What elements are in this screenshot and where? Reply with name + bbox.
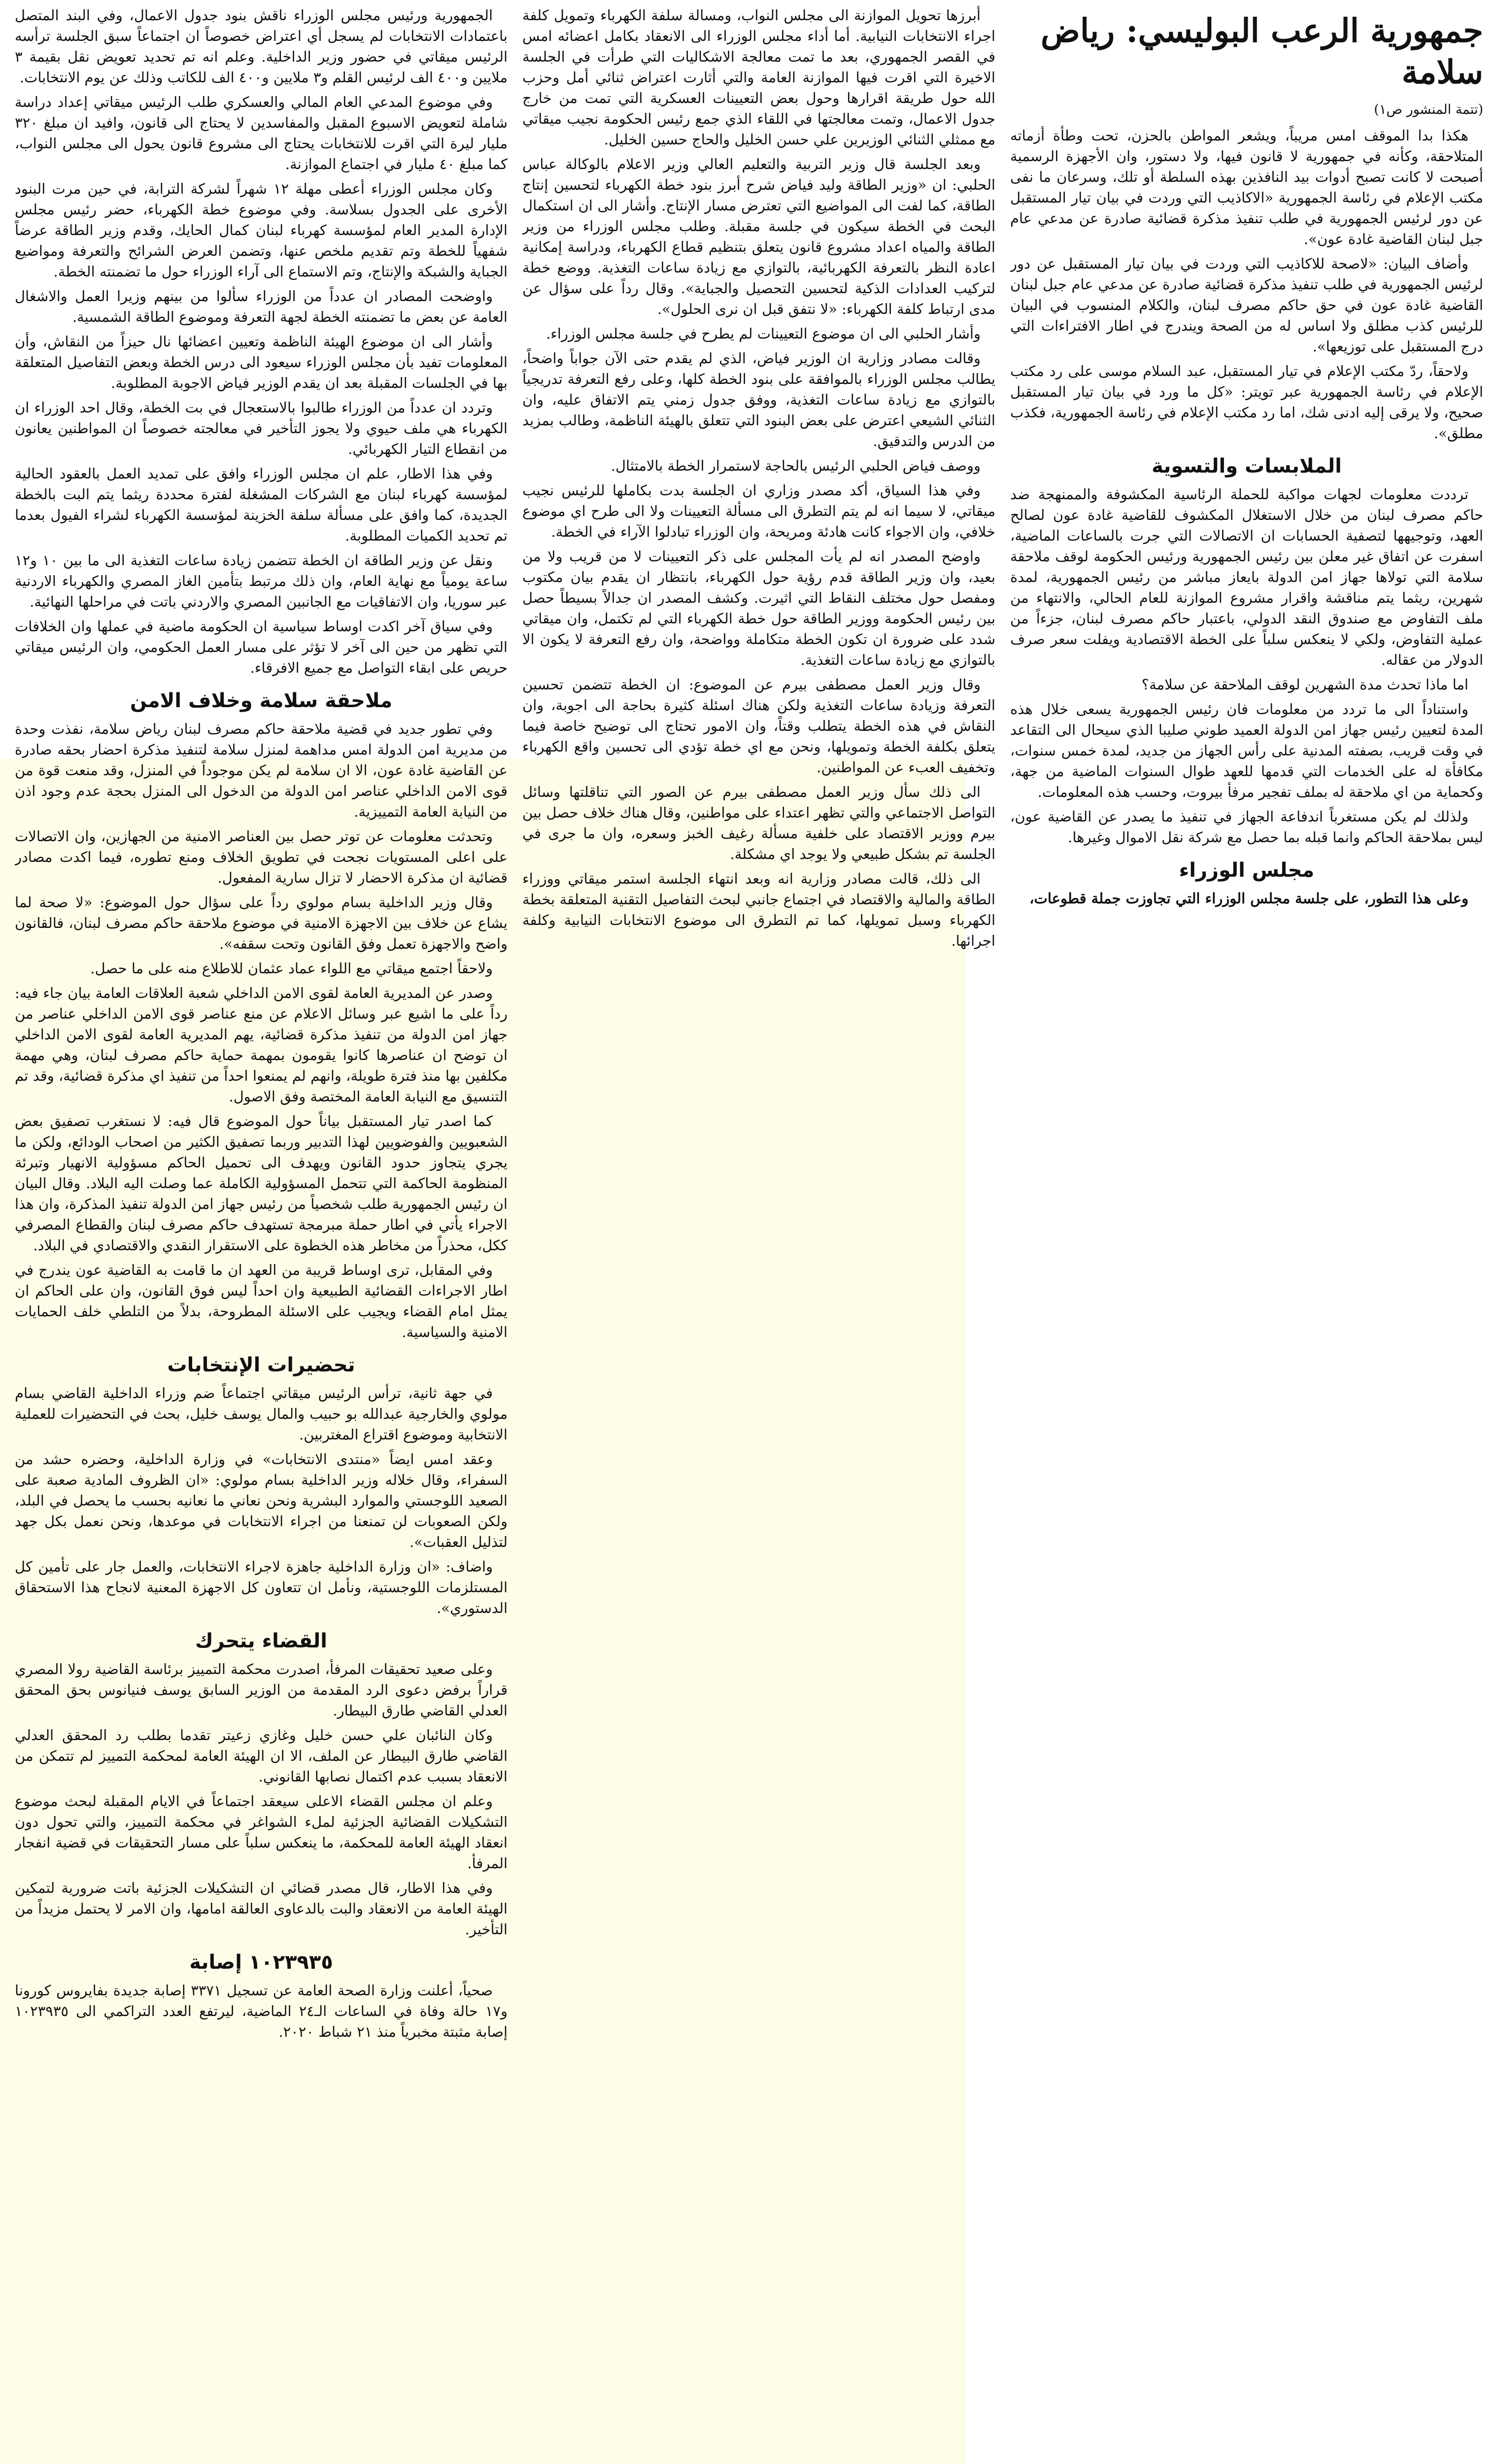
paragraph: وتردد ان عدداً من الوزراء طالبوا بالاستعجال في بت الخطة، وقال احد الوزراء ان الكهرباء هي ملف حيوي ولا يجوز التأخير في معالجته خصوصاً ان المواطنين يعانون من انقطاع التيار الكهربائي. — [15, 399, 508, 457]
paragraph: الى ذلك، قالت مصادر وزارية انه وبعد انتهاء الجلسة استمر ميقاتي ووزراء الطاقة والمالية والاقتصاد في اجتماع جانبي لبحث التفاصيل التقنية المتعلقة بخطة الكهرباء وسبل تمويلها، كما تم التطرق الى موضوع الانتخابات النيابية وكلفة اجرائها. — [522, 870, 995, 949]
paragraph: الجمهورية ورئيس مجلس الوزراء ناقش بنود جدول الاعمال، وفي البند المتصل باعتمادات الانتخابات لم يسجل أي اعتراض خصوصاً ان اجتماعاً سبق الجلسة ترأسه الرئيس ميقاتي في حضور وزير الداخلية. وعلم انه تم تحديد تعويض نقل بقيمة ٣ ملايين و٤٠٠ الف لرئيس القلم و٣ ملايين و٤٠٠ الف للكاتب وذلك عن يوم الانتخابات. — [15, 7, 508, 86]
paragraph: وبعد الجلسة قال وزير التربية والتعليم العالي وزير الاعلام بالوكالة عباس الحلبي: ان «وزير الطاقة وليد فياض شرح أبرز بنود خطة الكهرباء لتحسين إنتاج الطاقة، كما لفت الى المواضيع التي تعترض مسار الإنتاج. وأشار الى ان استكمال البحث في الخطة سيكون في جلسة مقبلة. وطلب مجلس الوزراء من وزير الطاقة والمياه اعداد مشروع قانون يتعلق بتنظيم قطاع الكهرباء، ودراسة إمكانية اعادة النظر بالتعرفة الكهربائية، بالتوازي مع زيادة ساعات التغذية. ووضع خطة لتركيب العدادات الذكية لتحسين التحصيل والجباية». وقال رداً على سؤال عن مدى ارتباط كلفة الكهرباء: «لا نتفق قبل ان نرى الحلول». — [522, 156, 995, 317]
section-heading-tahdirat: تحضيرات الإنتخابات — [167, 1354, 355, 1376]
paragraph: ولذلك لم يكن مستغرباً اندفاعة الجهاز في تنفيذ ما يصدر عن القاضية عون، ليس بملاحقة الحاكم وانما قبله بما حصل مع شركة نقل الاموال وغيرها. — [1010, 808, 1483, 846]
paragraph: وعلم ان مجلس القضاء الاعلى سيعقد اجتماعاً في الايام المقبلة لبحث موضوع التشكيلات القضائية الجزئية لملء الشواغر في محكمة التمييز، والتي تحول دون انعقاد الهيئة العامة للمحكمة، ما ينعكس سلباً على مسار التحقيقات في قضية انفجار المرفأ. — [15, 1793, 508, 1872]
paragraph: وفي هذا السياق، أكد مصدر وزاري ان الجلسة بدت بكاملها للرئيس نجيب ميقاتي، لا سيما انه لم يتم التطرق الى مسألة التعيينات ولا الى طرح اي موضوع خلافي، وان الاجواء كانت هادئة ومريحة، وان الوزراء تبادلوا الآراء في الخطة. — [522, 482, 995, 540]
paragraph: وفي تطور جديد في قضية ملاحقة حاكم مصرف لبنان رياض سلامة، نفذت وحدة من مديرية امن الدولة امس مداهمة لمنزل سلامة لتنفيذ مذكرة احضار بحقه صادرة عن القاضية غادة عون، الا ان سلامة لم يكن موجوداً في المنزل، وقد منعت قوة من قوى الامن الداخلي عناصر امن الدولة من الدخول الى المنزل بحجة عدم وجود اذن من النيابة العامة التمييزية. — [15, 720, 508, 820]
paragraph: وأضاف البيان: «لاصحة للاكاذيب التي وردت في بيان تيار المستقبل عن دور لرئيس الجمهورية في طلب تنفيذ مذكرة قضائية صادرة عن مدعي عام جبل لبنان القاضية غادة عون في حق حاكم مصرف لبنان، والكلام المنسوب في البيان للرئيس كذب مطلق ولا اساس له من الصحة ويندرج في اطار الافتراءات التي درج المستقبل على توزيعها». — [1010, 255, 1483, 355]
section-heading-qada: القضاء يتحرك — [195, 1630, 328, 1652]
paragraph: وفي هذا الاطار، علم ان مجلس الوزراء وافق على تمديد العمل بالعقود الحالية لمؤسسة كهرباء لبنان مع الشركات المشغلة لفترة محددة ريثما يتم البت بالخطة الجديدة، كما وافق على مسألة سلفة الخزينة لمؤسسة الكهرباء لشراء الفيول بعدما تم تحديد الكميات المطلوبة. — [15, 465, 508, 544]
paragraph: وصدر عن المديرية العامة لقوى الامن الداخلي شعبة العلاقات العامة بيان جاء فيه: رداً على ما اشيع عبر وسائل الاعلام عن منع عناصر قوى الامن الداخلي عناصر من جهاز امن الدولة من تنفيذ مذكرة قضائية، يهم المديرية العامة لقوى الامن الداخلي ان توضح ان عناصرها كانوا يقومون بمهمة حماية حاكم مصرف لبنان، وهي مهمة مكلفين بها منذ فترة طويلة، وانهم لم يمنعوا احداً من تنفيذ اي مذكرة قضائية، وقد تم التنسيق مع النيابة العامة المختصة وفق الاصول. — [15, 985, 508, 1105]
paragraph: كما اصدر تيار المستقبل بياناً حول الموضوع قال فيه: لا نستغرب تصفيق بعض الشعبويين والفوضويين لهذا التدبير وربما تصفيق الكثير من اصحاب الودائع، ولكن ما يجري يتجاوز حدود القانون ويهدف الى تحميل الحاكم مسؤولية الانهيار وتبرئة المنظومة الحاكمة التي تتحمل المسؤولية الكاملة عما وصلت اليه البلاد. وقال البيان ان رئيس الجمهورية طلب شخصياً من رئيس جهاز امن الدولة تنفيذ المذكرة، وان هذا الاجراء يأتي في اطار حملة مبرمجة تستهدف حاكم مصرف لبنان والقطاع المصرفي ككل، محذراً من مخاطر هذه الخطوة على الاستقرار النقدي والاقتصادي في البلاد. — [15, 1113, 508, 1254]
paragraph: هكذا بدا الموقف امس مريباً، ويشعر المواطن بالحزن، تحت وطأة أزماته المتلاحقة، وكأنه في جمهورية لا قانون فيها، ولا دستور، وان الأجهزة الرسمية أصبحت لا كانت تصبح أدوات بيد النافذين بهذه السلطة أو تلك، وسرعان ما نفى مكتب الإعلام في رئاسة الجمهورية «الاكاذيب التي وردت في بيان تيار المستقبل عن دور لرئيس الجمهورية في طلب تنفيذ مذكرة قضائية صادرة عن مدعي عام جبل لبنان القاضية غادة عون». — [1010, 127, 1483, 247]
article-column-1 — [1010, 5, 1483, 2464]
paragraph: في جهة ثانية، ترأس الرئيس ميقاتي اجتماعاً ضم وزراء الداخلية القاضي بسام مولوي والخارجية عبدالله بو حبيب والمال يوسف خليل، بحث في التحضيرات للعملية الانتخابية وموضوع اقتراع المغتربين. — [15, 1385, 508, 1443]
article-column-3 — [15, 5, 508, 2464]
paragraph: واضاف: «ان وزارة الداخلية جاهزة لاجراء الانتخابات، والعمل جار على تأمين كل المستلزمات اللوجستية، ونأمل ان تتعاون كل الاجهزة المعنية لانجاح هذا الاستحقاق الدستوري». — [15, 1558, 508, 1616]
paragraph: وعلى هذا التطور، على جلسة مجلس الوزراء التي تجاوزت جملة قطوعات، — [1029, 890, 1468, 907]
paragraph: وقالت مصادر وزارية ان الوزير فياض، الذي لم يقدم حتى الآن جواباً واضحاً، يطالب مجلس الوزراء بالموافقة على بنود الخطة كلها، وعلى رفع التعرفة تدريجياً بالتوازي مع زيادة ساعات التغذية، ووفق جدول زمني يتم الاتفاق عليه، وان الثنائي الشيعي اعترض على بعض البنود التي تتعلق بالهيئة الناظمة، وطالب بمزيد من الدرس والتدقيق. — [522, 350, 995, 449]
paragraph: وعقد امس ايضاً «منتدى الانتخابات» في وزارة الداخلية، وحضره حشد من السفراء، وقال خلاله وزير الداخلية بسام مولوي: «ان الظروف المادية صعبة على الصعيد اللوجستي والموارد البشرية ونحن نعاني ما نعانيه بحسب ما يحصل في البلد، ولكن الصعوبات لن تمنعنا من اجراء الانتخابات في موعدها، ونحن نعمل بكل جهد لتذليل العقبات». — [15, 1451, 508, 1550]
article-title: جمهورية الرعب البوليسي: رياض سلامة — [1041, 11, 1483, 91]
paragraph: ولاحقاً اجتمع ميقاتي مع اللواء عماد عثمان للاطلاع منه على ما حصل. — [90, 960, 493, 977]
col1-body-2 — [1010, 484, 1483, 848]
paragraph: وأشار الى ان موضوع الهيئة الناظمة وتعيين اعضائها نال حيزاً من النقاش، وأن المعلومات تفيد بأن مجلس الوزراء سيعود الى درس الخطة وبعض التفاصيل المتعلقة بها في الجلسات المقبلة بعد ان يقدم الوزير فياض الاجوبة المطلوبة. — [15, 333, 508, 391]
paragraph: اما ماذا تحدث مدة الشهرين لوقف الملاحقة عن سلامة؟ — [1141, 676, 1468, 693]
paragraph: وقال وزير الداخلية بسام مولوي رداً على سؤال حول الموضوع: «لا صحة لما يشاع عن خلاف بين الاجهزة الامنية في موضوع ملاحقة حاكم مصرف لبنان، فالقانون واضح والاجهزة تعمل وفق القانون وتحت سقفه». — [15, 894, 508, 952]
paragraph: واوضحت المصادر ان عدداً من الوزراء سألوا من بينهم وزيرا العمل والاشغال العامة عن بعض ما تضمنته الخطة لجهة التعرفة وموضوع الطاقة الشمسية. — [15, 288, 508, 325]
article-subtitle: (تتمة المنشور ص١) — [1374, 102, 1483, 117]
paragraph: وتحدثت معلومات عن توتر حصل بين العناصر الامنية من الجهازين، وان الاتصالات على اعلى المستويات نجحت في تطويق الخلاف ومنع تطوره، فيما اكدت مصادر قضائية ان مذكرة الاحضار لا تزال سارية المفعول. — [15, 828, 508, 886]
paragraph: الى ذلك سأل وزير العمل مصطفى بيرم عن الصور التي تناقلتها وسائل التواصل الاجتماعي والتي تظهر اعتداء على مواطنين، وقال هناك خلاف حصل بين بيرم ووزير الاقتصاد على خلفية مسألة رغيف الخبز وسعره، وان ما جرى في الجلسة تم بشكل طبيعي ولا يوجد اي مشكلة. — [522, 784, 995, 862]
section-heading-isaba: ١٠٢٣٩٣٥ إصابة — [189, 1951, 333, 1974]
paragraph: وأشار الحلبي الى ان موضوع التعيينات لم يطرح في جلسة مجلس الوزراء. — [546, 325, 981, 342]
paragraph: واستناداً الى ما تردد من معلومات فان رئيس الجمهورية يسعى خلال هذه المدة لتعيين رئيس جهاز امن الدولة العميد طوني صليبا الذي سيحال الى التقاعد في وقت قريب، بصفته المدنية على رأس الجهاز من جديد، لمدة خمس سنوات، مكافأة له على الخدمات التي قدمها للعهد طوال السنوات الماضية من جهة، وكحماية من اي ملاحقة له بملف تفجير مرفأ بيروت، وحسب هذه المعلومات. — [1010, 701, 1483, 800]
paragraph: ترددت معلومات لجهات مواكبة للحملة الرئاسية المكشوفة والممنهجة ضد حاكم مصرف لبنان من خلال الاستغلال المكشوف للقاضية غادة عون لصالح العهد، وتوجيهها لتصفية الحسابات ان الاتصالات التي جرت بالساعات الماضية، اسفرت عن اتفاق غير معلن بين رئيس الجمهورية ورئيس الحكومة لوقف ملاحقة سلامة التي تولاها جهاز امن الدولة بايعاز مباشر من رئيس الجمهورية، لمدة شهرين، ريثما يتم مناقشة واقرار مشروع الموازنة للعام الحالي، والانتهاء من ملف التفاوض مع صندوق النقد الدولي، باعتبار حاكم مصرف لبنان، جزءاً من عملية التفاوض، ولكي لا ينعكس سلباً على الخطة الاقتصادية ويفلت سعر صرف الدولار من عقاله. — [1010, 486, 1483, 668]
paragraph: وقال وزير العمل مصطفى بيرم عن الموضوع: ان الخطة تتضمن تحسين التعرفة وزيادة ساعات التغذية ولكن هناك اسئلة كثيرة بحاجة الى اجوبة، وان النقاش في هذه الخطة يتطلب وقتاً، وان الامور تحتاج الى توضيح خاصة فيما يتعلق بكلفة الخطة وتمويلها، ونحن مع اي خطة تؤدي الى تحسين واقع الكهرباء وتخفيف العبء عن المواطنين. — [522, 676, 995, 776]
paragraph: وكان النائبان علي حسن خليل وغازي زعيتر تقدما بطلب رد المحقق العدلي القاضي طارق البيطار عن الملف، الا ان الهيئة العامة لمحكمة التمييز لم تتمكن من الانعقاد بسبب عدم اكتمال نصابها القانوني. — [15, 1727, 508, 1785]
paragraph: وفي موضوع المدعي العام المالي والعسكري طلب الرئيس ميقاتي إعداد دراسة شاملة لتعويض الاسبوع المقبل والمفاسدين لا يحتاج الى قانون، وافيد ان مبلغ ٣٢٠ مليار ليرة التي اقرت للانتخابات يحتاج الى مشروع قانون يحول الى مجلس النواب، كما مبلغ ٤٠ مليار في اجتماع الموازنة. — [15, 94, 508, 172]
col1-body-3 — [1010, 888, 1483, 909]
paragraph: وفي المقابل، ترى اوساط قريبة من العهد ان ما قامت به القاضية عون يندرج في اطار الاجراءات القضائية الطبيعية وان احداً ليس فوق القانون، وان على الحاكم ان يمثل امام القضاء ويجيب على الاسئلة المطروحة، بدلاً من التلطي خلف الحمايات الامنية والسياسية. — [15, 1262, 508, 1340]
paragraph: صحياً، أعلنت وزارة الصحة العامة عن تسجيل ٣٣٧١ إصابة جديدة بفايروس كورونا و١٧ حالة وفاة في الساعات الـ٢٤ الماضية، ليرتفع العدد التراكمي الى ١٠٢٣٩٣٥ إصابة مثبتة مخبرياً منذ ٢١ شباط ٢٠٢٠. — [15, 1982, 508, 2040]
col1-body — [1010, 125, 1483, 444]
paragraph: ولاحقاً، ردّ مكتب الإعلام في تيار المستقبل، عبد السلام موسى على رد مكتب الإعلام في رئاسة الجمهورية عبر تويتر: «كل ما ورد في بيان تيار المستقبل صحيح، ولا يرقى إليه ادنى شك، اما رد مكتب الإعلام في رئاسة الجمهورية، فكذب مطلق». — [1010, 363, 1483, 442]
section-heading-mulahaqa: ملاحقة سلامة وخلاف الامن — [130, 689, 393, 712]
section-heading-wuzara: مجلس الوزراء — [1179, 859, 1315, 882]
section-heading-mulabasat: الملابسات والتسوية — [1152, 455, 1342, 478]
paragraph: واوضح المصدر انه لم يأت المجلس على ذكر التعيينات لا من قريب ولا من بعيد، وان وزير الطاقة قدم رؤية حول الكهرباء، بانتظار ان يقدم بيان مكتوب ومفصل حول مختلف النقاط التي اثيرت. وكشف المصدر ان جدالاً بسيطاً حصل بين رئيس الحكومة ووزير الطاقة حول خطة الكهرباء التي لم تكتمل، وان ميقاتي شدد على ضرورة ان تكون الخطة متكاملة وواضحة، وان رفع التعرفة لا يكون الا بالتوازي مع زيادة ساعات التغذية. — [522, 548, 995, 668]
paragraph: وفي هذا الاطار، قال مصدر قضائي ان التشكيلات الجزئية باتت ضرورية لتمكين الهيئة العامة من الانعقاد والبت بالدعاوى العالقة امامها، وان الامر لا يحتمل مزيداً من التأخير. — [15, 1880, 508, 1938]
paragraph: ونقل عن وزير الطاقة ان الخطة تتضمن زيادة ساعات التغذية الى ما بين ١٠ و١٢ ساعة يومياً مع نهاية العام، وان ذلك مرتبط بتأمين الغاز المصري والكهرباء الاردنية عبر سوريا، وان الاتفاقيات مع الجانبين المصري والاردني باتت في مراحلها النهائية. — [15, 552, 508, 610]
paragraph: وفي سياق آخر اكدت اوساط سياسية ان الحكومة ماضية في عملها وان الخلافات التي تظهر من حين الى آخر لا تؤثر على مسار العمل الحكومي، وان الرئيس ميقاتي حريص على ابقاء التواصل مع جميع الافرقاء. — [15, 618, 508, 676]
paragraph: وعلى صعيد تحقيقات المرفأ، اصدرت محكمة التمييز برئاسة القاضية رولا المصري قراراً برفض دعوى الرد المقدمة من الوزير السابق يوسف فنيانوس بحق المحقق العدلي القاضي طارق البيطار. — [15, 1661, 508, 1719]
paragraph: أبرزها تحويل الموازنة الى مجلس النواب، ومسالة سلفة الكهرباء وتمويل كلفة اجراء الانتخابات النيابية. أما أداء مجلس الوزراء الى الانعقاد بكامل اعضائه امس في القصر الجمهوري، بعد ما تمت معالجة الاشكاليات التي طرأت في الجلسة الاخيرة التي اقرت فيها الموازنة العامة والتي أثارت اعتراض ثنائي أمل وحزب الله حول طريقة اقرارها وحول بعض التعيينات العسكرية التي تمت من خارج جدول الاعمال، وتمت معالجتها في اللقاء الذي جمع رئيس الحكومة نجيب ميقاتي مع ممثلي الثنائي الوزيرين علي حسن الخليل والحاج حسين الخليل. — [522, 7, 995, 148]
paragraph: وكان مجلس الوزراء أعطى مهلة ١٢ شهراً لشركة الترابة، في حين مرت البنود الأخرى على الجدول بسلاسة. وفي موضوع خطة الكهرباء، حضر رئيس مجلس الإدارة المدير العام لمؤسسة كهرباء لبنان كمال الحايك، وقدم وزير الطاقة عرضاً شفهياً للخطة وتم تقديم ملخص عنها، وتضمن العرض الشرائح والتعرفة ومواضيع الجباية والشبكة والإنتاج، وتم الاستماع الى آراء الوزراء حول ما تضمنته الخطة. — [15, 180, 508, 280]
article-column-2 — [522, 5, 995, 2464]
paragraph: ووصف فياض الحلبي الرئيس بالحاجة لاستمرار الخطة بالامتثال. — [611, 457, 981, 474]
